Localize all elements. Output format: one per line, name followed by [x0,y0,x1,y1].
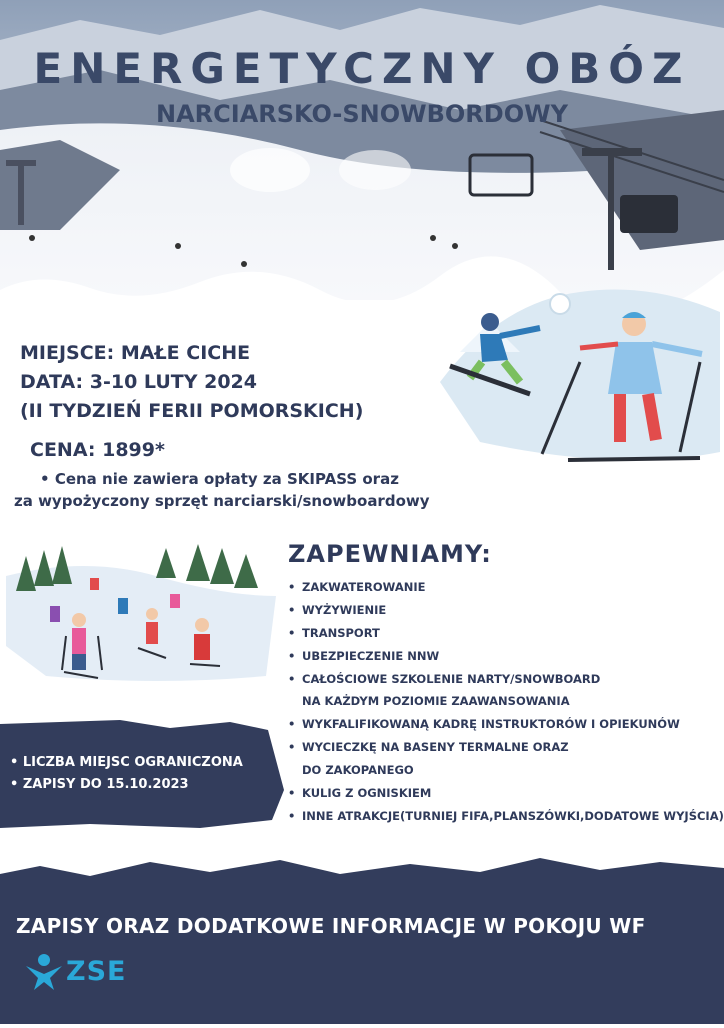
list-bullet: • [288,648,296,663]
list-item [288,690,718,713]
price-text: CENA: 1899* [30,439,165,461]
place-text: MIEJSCE: MAŁE CICHE [20,342,251,364]
list-bullet: • [288,580,296,594]
price-note-line2: za wypożyczony sprzęt narciarski/snowboardowy [14,492,430,510]
list-item [288,713,718,736]
limits-line-deadline: • ZAPISY DO 15.10.2023 [10,777,189,792]
list-item-text: DO ZAKOPANEGO [302,763,414,778]
week-text: (II TYDZIEŃ FERII POMORSKICH) [20,400,364,422]
offers-title: ZAPEWNIAMY: [288,540,492,568]
list-item-text: KULIG Z OGNISKIEM [302,786,432,801]
skier-illustration-icon [420,282,724,476]
list-item [288,805,724,828]
list-item-text: TRANSPORT [302,625,380,640]
list-item [288,782,718,805]
list-item-text: WYCIECZKĘ NA BASENY TERMALNE ORAZ [302,740,569,755]
list-item-text: UBEZPIECZENIE NNW [302,648,440,663]
list-item [288,736,718,759]
page-title: ENERGETYCZNY OBÓZ [33,44,691,93]
list-bullet: • [288,740,296,755]
zse-logo-text: ZSE [66,956,127,987]
list-item-text: INNE ATRAKCJE(TURNIEJ FIFA,PLANSZÓWKI,DODATOWE WYJŚCIA) [302,808,724,823]
limits-text [10,752,243,796]
list-item [288,645,718,668]
list-bullet: • [288,808,296,823]
list-item-text: WYKFALIFIKOWANĄ KADRĘ INSTRUKTORÓW I OPIEKUNÓW [302,717,680,732]
list-bullet: • [288,671,296,686]
ski-group-illustration-icon [6,536,276,690]
list-item-text: ZAKWATEROWANIE [302,580,426,594]
list-item-text: NA KAŻDYM POZIOMIE ZAAWANSOWANIA [302,694,570,709]
list-item [288,622,718,645]
zse-logo-icon [24,952,64,996]
list-item-text: CAŁOŚCIOWE SZKOLENIE NARTY/SNOWBOARD [302,671,601,686]
list-item [288,599,718,622]
list-item [288,668,718,691]
list-bullet: • [288,625,296,640]
list-item [288,759,718,782]
list-bullet: • [288,786,296,801]
page-subtitle: NARCIARSKO-SNOWBORDOWY [156,100,568,128]
offers-list [288,576,724,828]
list-bullet: • [288,717,296,732]
price-note-line1-text: Cena nie zawiera opłaty za SKIPASS oraz [54,470,399,488]
date-text: DATA: 3-10 LUTY 2024 [20,371,257,393]
footer-info-text: ZAPISY ORAZ DODATKOWE INFORMACJE W POKOJU WF [16,914,646,938]
list-item-text: WYŻYWIENIE [302,602,387,617]
list-item [288,576,718,599]
limits-line-seats: • LICZBA MIEJSC OGRANICZONA [10,755,243,770]
price-note-line1: • Cena nie zawiera opłaty za SKIPASS oraz [40,470,399,488]
list-bullet: • [288,602,296,617]
